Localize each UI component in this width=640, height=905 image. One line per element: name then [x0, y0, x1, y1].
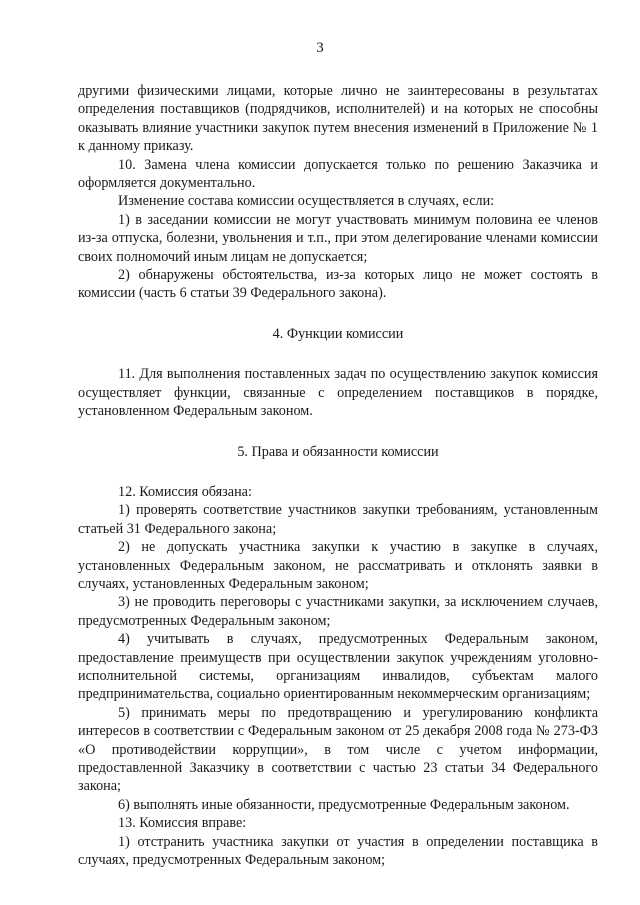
paragraph-right-1: 1) отстранить участника закупки от участия в определении поставщика в случаях, предусмотренных Федеральным законом; — [78, 833, 598, 869]
page-number: 3 — [316, 40, 324, 56]
paragraph-duty-5: 5) принимать меры по предотвращению и урегулированию конфликта интересов в соответствии с Федеральным законом от 25 декабря 2008 года № 273-ФЗ «О противодействии коррупции», в том числе с учетом информации, предоставленной Заказчику в соответствии с частью 23 статьи 34 Федерального закона; — [78, 704, 598, 795]
section-5-heading: 5. Права и обязанности комиссии — [237, 443, 439, 460]
paragraph-duty-1: 1) проверять соответствие участников закупки требованиям, установленным статьей 31 Федерального закона; — [78, 502, 598, 537]
paragraph-item-12: 12. Комиссия обязана: — [118, 483, 252, 500]
paragraph-continuation: другими физическими лицами, которые лично не заинтересованы в результатах определения поставщиков (подрядчиков, исполнителей) и на которых не способны оказывать влияние участники закупок путем внесения изменений в Приложение № 1 к данному приказу. — [78, 83, 598, 155]
section-4-heading: 4. Функции комиссии — [272, 325, 404, 342]
paragraph-duty-6: 6) выполнять иные обязанности, предусмотренные Федеральным законом. — [118, 796, 570, 813]
paragraph-case-2: 2) обнаружены обстоятельства, из-за которых лицо не может состоять в комиссии (часть 6 статьи 39 Федерального закона). — [78, 267, 598, 302]
paragraph-duty-3: 3) не проводить переговоры с участниками закупки, за исключением случаев, предусмотренных Федеральным законом; — [78, 594, 598, 629]
paragraph-composition-change: Изменение состава комиссии осуществляется в случаях, если: — [118, 193, 495, 210]
paragraph-item-10: 10. Замена члена комиссии допускается только по решению Заказчика и оформляется документально. — [78, 156, 598, 192]
paragraph-item-11: 11. Для выполнения поставленных задач по осуществлению закупок комиссия осуществляет функции, связанные с определением поставщиков в порядке, установленном Федеральным законом. — [78, 366, 598, 420]
paragraph-duty-2: 2) не допускать участника закупки к участию в закупке в случаях, установленных Федеральным законом, не рассматривать и отклонять заявки в случаях, установленных Федеральным законом; — [78, 539, 598, 592]
paragraph-case-1: 1) в заседании комиссии не могут участвовать минимум половина ее членов из-за отпуска, болезни, увольнения и т.п., при этом делегирование членами комиссии своих полномочий иным лицам не допускается; — [78, 211, 598, 265]
paragraph-duty-4: 4) учитывать в случаях, предусмотренных Федеральным законом, предоставление преимуществ при осуществлении закупок учреждениям уголовно-исполнительной системы, организациям инвалидов, субъектам малого предпринимательства, социально ориентированным некоммерческим организациям; — [78, 631, 598, 703]
document-body — [78, 82, 598, 869]
paragraph-item-13: 13. Комиссия вправе: — [118, 815, 247, 832]
